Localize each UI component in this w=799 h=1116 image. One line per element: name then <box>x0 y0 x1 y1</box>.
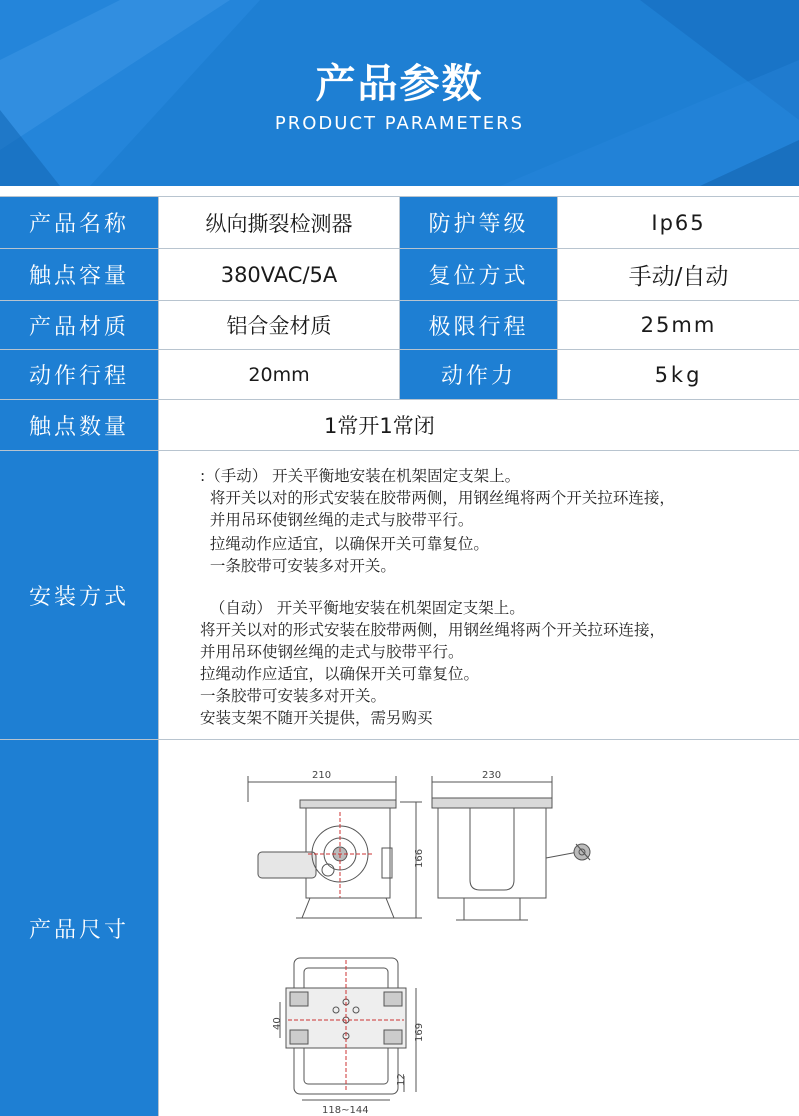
dim-hole-span: 40 <box>272 1017 283 1030</box>
dim-front-width: 210 <box>312 770 332 781</box>
page-title: 产品参数 <box>315 61 484 107</box>
value-reset-mode: 手动/自动 <box>558 249 799 300</box>
label-installation: 安装方式 <box>0 451 158 739</box>
label-reset-mode: 复位方式 <box>400 249 557 300</box>
value-contact-capacity: 380VAC/5A <box>159 249 399 300</box>
value-material: 铝合金材质 <box>159 301 399 349</box>
value-contact-count: 1常开1常闭 <box>159 400 799 450</box>
label-material: 产品材质 <box>0 301 158 349</box>
label-action-force: 动作力 <box>400 350 557 399</box>
dim-slot: 118~144 <box>322 1105 369 1116</box>
label-contact-capacity: 触点容量 <box>0 249 158 300</box>
install-auto-line: 并用吊环使钢丝绳的走式与胶带平行。 <box>200 643 464 661</box>
label-limit-travel: 极限行程 <box>400 301 557 349</box>
dim-top-height: 169 <box>414 1022 425 1042</box>
install-auto-line: 将开关以对的形式安装在胶带两侧，用钢丝绳将两个开关拉环连接， <box>200 621 666 639</box>
dim-side-width: 230 <box>482 770 502 781</box>
header-banner <box>0 0 799 186</box>
page-subtitle: PRODUCT PARAMETERS <box>274 113 525 134</box>
dim-base: 12 <box>396 1073 407 1086</box>
value-limit-travel: 25mm <box>558 301 799 349</box>
install-manual-line: 并用吊环使钢丝绳的走式与胶带平行。 <box>200 511 474 529</box>
install-manual-line: 一条胶带可安装多对开关。 <box>200 557 396 575</box>
value-protection-grade: Ip65 <box>558 197 799 248</box>
front-view <box>248 776 422 918</box>
label-product-name: 产品名称 <box>0 197 158 248</box>
install-auto-line: 安装支架不随开关提供，需另购买 <box>200 709 433 727</box>
value-action-force: 5kg <box>558 350 799 399</box>
install-auto-line: （自动） 开关平衡地安装在机架固定支架上。 <box>200 599 525 617</box>
install-auto-line: 拉绳动作应适宜，以确保开关可靠复位。 <box>200 665 480 683</box>
dimension-drawing <box>160 740 799 1116</box>
label-contact-count: 触点数量 <box>0 400 158 450</box>
install-manual-line: 拉绳动作应适宜，以确保开关可靠复位。 <box>200 535 489 553</box>
label-product-size: 产品尺寸 <box>0 740 158 1116</box>
value-action-travel: 20mm <box>159 350 399 399</box>
label-protection-grade: 防护等级 <box>400 197 557 248</box>
label-action-travel: 动作行程 <box>0 350 158 399</box>
install-auto-line: 一条胶带可安装多对开关。 <box>200 687 387 705</box>
value-product-name: 纵向撕裂检测器 <box>159 197 399 248</box>
install-manual-line: :（手动） 开关平衡地安装在机架固定支架上。 <box>200 467 521 485</box>
dim-height: 166 <box>414 848 425 868</box>
side-view <box>432 776 590 920</box>
install-manual-line: 将开关以对的形式安装在胶带两侧，用钢丝绳将两个开关拉环连接， <box>200 489 675 507</box>
